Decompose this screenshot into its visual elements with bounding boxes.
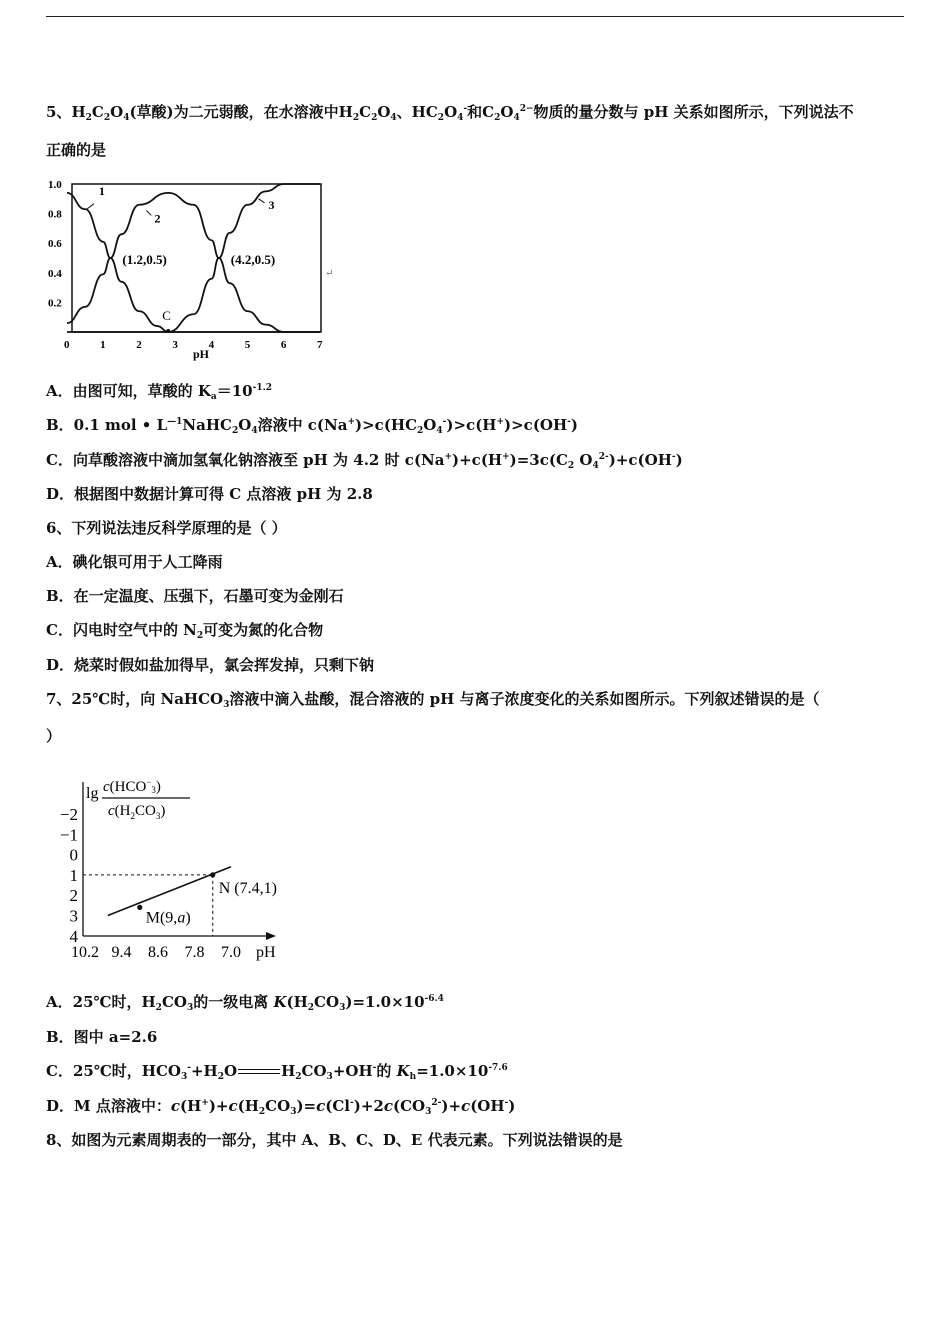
q5-return-mark: ↵ [325, 268, 334, 279]
q7-ph-chart [56, 768, 316, 968]
header-rule [46, 16, 904, 17]
q7-option-d: D．M 点溶液中：$c(H^+)+c(H_2CO_3)=c(Cl^-)+2c(CO_3^{2-})+c(OH^-)$ [46, 1097, 516, 1117]
q7-option-b: B．图中 a=2.6 [46, 1028, 158, 1046]
q7-stem-line2: ） [46, 727, 62, 745]
q5-stem-line2: 正确的是 [46, 141, 107, 159]
q7-point-label-n: N (7.4,1) [218, 879, 277, 897]
q5-x-tick-label: 7 [317, 339, 323, 351]
q7-y-tick-label: −2 [59, 805, 78, 824]
q7-point-label-m: M(9,a) [145, 909, 191, 927]
q7-x-axis-arrow [266, 932, 276, 940]
q7-y-tick-label: 3 [69, 906, 78, 926]
q5-y-tick-label: 0.2 [48, 297, 62, 310]
q7-point [137, 905, 142, 910]
q5-x-tick-label: 4 [208, 339, 215, 351]
q5-y-tick-label: 0.4 [48, 267, 62, 280]
q5-stem: 5、$H_2C_2O_4$(草酸)为二元弱酸，在水溶液中$H_2C_2O_4$、$HC_2O_4^-$和$C_2O_4^{2-}$物质的量分数与 pH 关系如图所示，下列说法不 [46, 103, 854, 123]
q6-option-d: D．烧菜时假如盐加得早，氯会挥发掉，只剩下钠 [46, 656, 375, 674]
q5-option-b: B．0.1 mol • $L^{—1}NaHC_2O_4$溶液中 $c(Na^+)>c(HC_2O_4^-)>c(H^+)>c(OH^-)$ [46, 416, 579, 436]
q5-x-tick-label: 1 [100, 339, 106, 351]
equilibrium-arrow-icon [238, 1068, 280, 1076]
q5-x-tick-label: 2 [136, 339, 142, 351]
q7-y-tick-label: 0 [69, 845, 78, 865]
q5-series-line-1 [67, 193, 320, 332]
q6-stem: 6、下列说法违反科学原理的是（ ） [46, 519, 287, 537]
q7-xlabel: pH [256, 944, 276, 961]
q7-y-tick-label: 1 [69, 865, 78, 885]
q5-series-line-2 [67, 193, 320, 332]
svg-text:c(H2CO3): $c(H_2CO_3)$ [108, 803, 166, 821]
q7-x-tick-label: 7.0 [221, 944, 241, 961]
q7-y-tick-label: 2 [69, 886, 78, 906]
q5-option-c: C．向草酸溶液中滴加氢氧化钠溶液至 pH 为 4.2 时 $c(Na^+)+c(H^+)=3c(C_2$ $O_4^{2-})+c(OH^-)$ [46, 451, 683, 471]
q7-point [210, 872, 215, 877]
q7-y-tick-label: 4 [69, 926, 78, 946]
q5-x-tick-label: 6 [280, 339, 287, 351]
q5-option-d: D．根据图中数据计算可得 C 点溶液 pH 为 2.8 [46, 485, 373, 503]
q6-option-b: B．在一定温度、压强下，石墨可变为金刚石 [46, 587, 344, 605]
q7-option-a: A．25℃时，$H_2CO_3$的一级电离 $K(H_2CO_3)=1.0\times 10^{-6.4}$ [46, 993, 444, 1013]
q5-option-a: A．由图可知，草酸的 $K_a=10^{-1.2}$ [46, 382, 273, 402]
q7-x-tick-label: 9.4 [111, 944, 132, 961]
q8-stem: 8、如图为元素周期表的一部分，其中 A、B、C、D、E 代表元素。下列说法错误的是 [46, 1131, 623, 1149]
q5-y-tick-label: 0.8 [48, 208, 62, 221]
q5-series-label: 1 [98, 184, 105, 199]
q5-xlabel: pH [193, 347, 210, 361]
q5-speciation-chart [40, 172, 340, 367]
q7-option-c: C．25℃时，$HCO_3^-+H_2O$ $H_2CO_3+OH^-$的 $K_h=1.0\times 10^{-7.6}$ [46, 1062, 508, 1082]
q7-x-tick-label: 10.2 [71, 944, 99, 961]
q7-ylabel [86, 777, 190, 821]
q5-point-c [166, 329, 170, 333]
svg-text:lg: lg [86, 785, 99, 802]
q5-series-line-3 [67, 184, 320, 332]
q5-annotation: (4.2,0.5) [230, 252, 276, 267]
q5-annotation-c: C [162, 308, 171, 323]
q5-series-label: 2 [154, 211, 161, 226]
svg-text:c(HCO−3): $c(HCO^-_3)$ [103, 777, 161, 795]
q5-x-tick-label: 5 [244, 339, 251, 351]
q5-y-tick-label: 0.6 [48, 238, 62, 251]
q5-x-tick-label: 3 [172, 339, 178, 351]
q5-y-tick-label: 1.0 [48, 179, 62, 191]
q7-stem: 7、25℃时，向 NaHCO$_3$溶液中滴入盐酸，混合溶液的 pH 与离子浓度变化的关系如图所示。下列叙述错误的是（ [46, 690, 820, 710]
q6-option-c: C．闪电时空气中的 $N_2$可变为氮的化合物 [46, 621, 324, 641]
q7-x-tick-label: 8.6 [148, 944, 168, 961]
q7-y-tick-label: −1 [59, 825, 78, 845]
q5-series-label: 3 [268, 197, 275, 212]
q5-annotation: (1.2,0.5) [122, 252, 167, 267]
q6-option-a: A．碘化银可用于人工降雨 [46, 553, 223, 571]
q7-x-tick-label: 7.8 [184, 944, 205, 961]
q5-x-tick-label: 0 [64, 339, 70, 351]
